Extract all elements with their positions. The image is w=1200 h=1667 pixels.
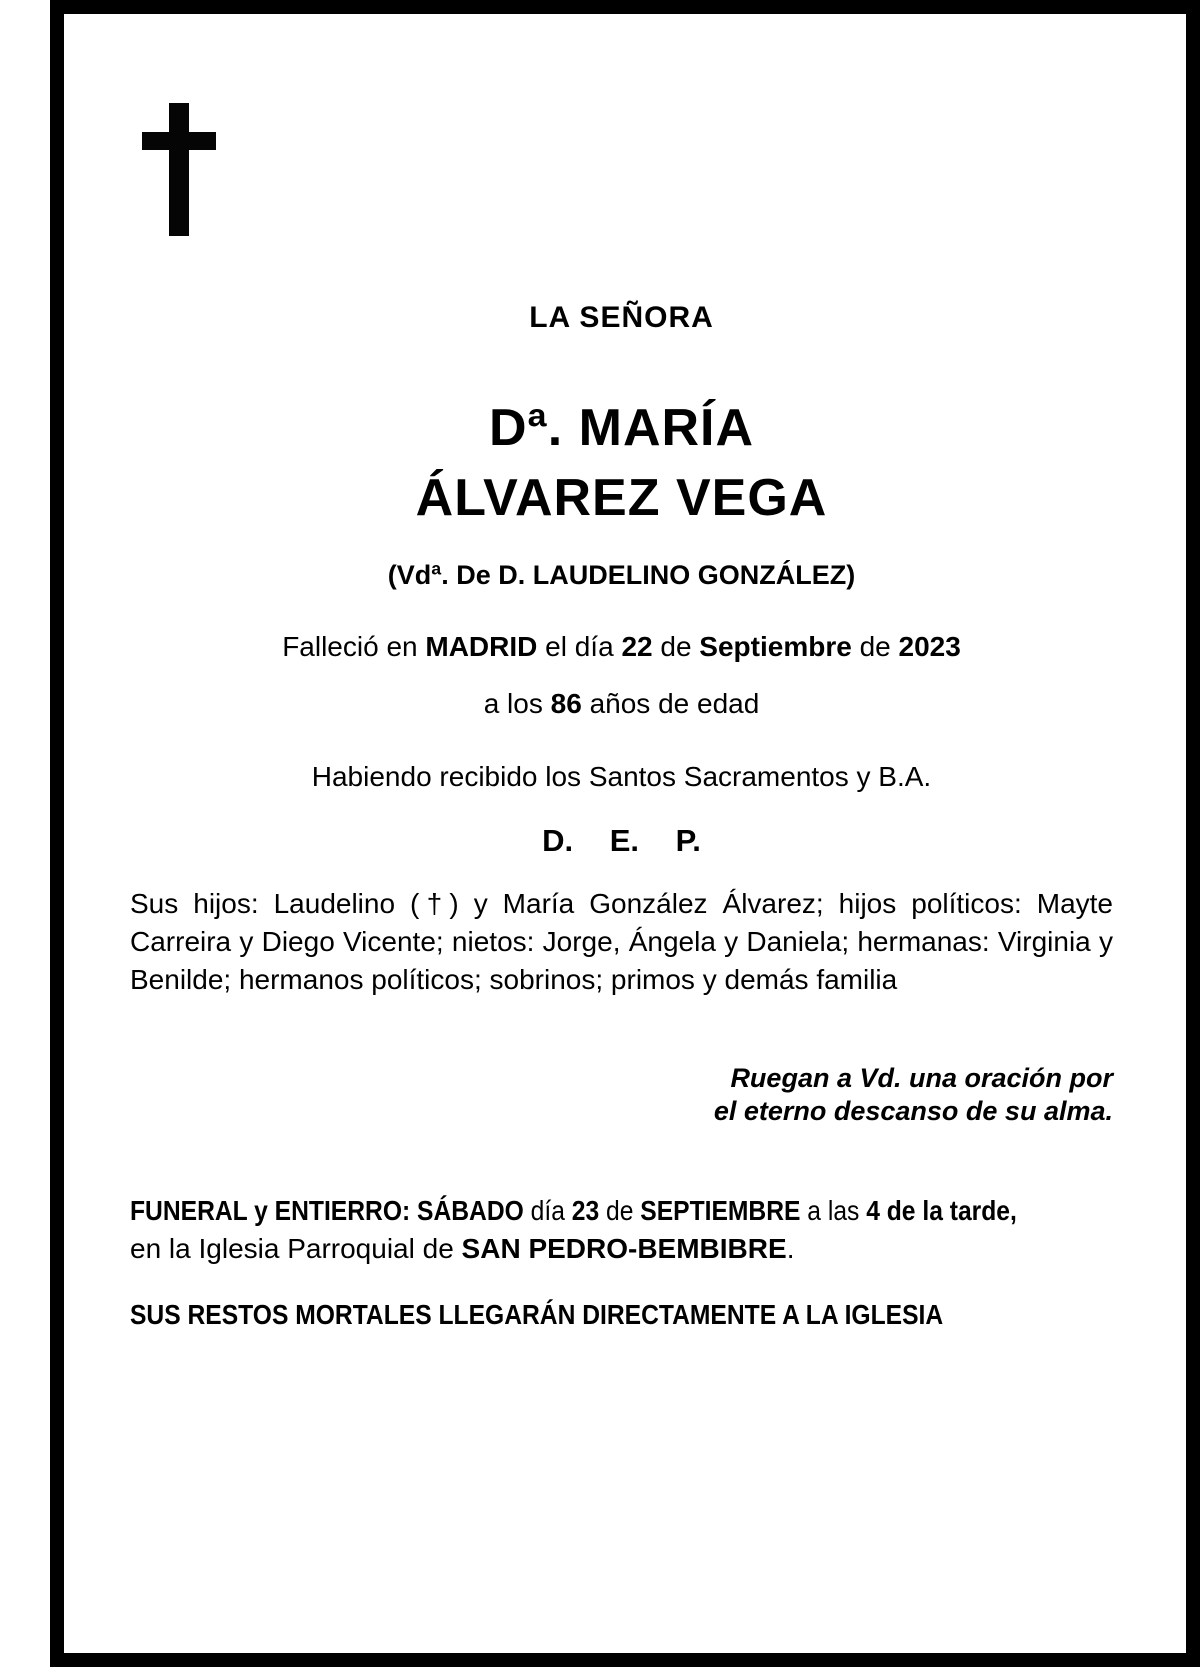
courtesy-title: LA SEÑORA	[529, 301, 714, 334]
deceased-name-line-2: ÁLVAREZ VEGA	[415, 469, 828, 527]
funeral-line-2	[130, 1230, 1113, 1268]
funeral-n2: de	[599, 1195, 641, 1226]
funeral-event: FUNERAL y ENTIERRO: SÁBADO	[130, 1195, 524, 1226]
funeral-day: 23	[571, 1195, 600, 1226]
funeral-n1: día	[523, 1195, 572, 1226]
death-day: 22	[621, 631, 653, 662]
prayer-text	[130, 1062, 1113, 1128]
funeral-month: SEPTIEMBRE	[640, 1195, 801, 1226]
death-mid3: de	[851, 631, 899, 662]
family-paragraph: Sus hijos: Laudelino (†) y María González Álvarez; hijos políticos: Mayte Carreira y Diego Vicente; nietos: Jorge, Ángela y Daniela; hermanas: Virginia y Benilde; hermanos políticos; sobrinos; primos y demás familia	[130, 888, 1113, 995]
death-line	[130, 630, 1113, 664]
age-pre: a los	[483, 688, 551, 719]
deceased-name-line-1: Dª. MARÍA	[488, 399, 755, 457]
death-mid2: de	[652, 631, 700, 662]
death-pre: Falleció en	[282, 631, 426, 662]
prayer-line-2: el eterno descanso de su alma.	[713, 1096, 1113, 1126]
age-value: 86	[550, 688, 582, 719]
death-month: Septiembre	[699, 631, 852, 662]
sacraments-line: Habiendo recibido los Santos Sacramentos y B.A.	[311, 761, 932, 792]
funeral-place-pre: en la Iglesia Parroquial de	[130, 1233, 462, 1264]
funeral-n3: a las	[800, 1195, 867, 1226]
funeral-time: 4 de la tarde,	[866, 1195, 1017, 1226]
death-city: MADRID	[425, 631, 538, 662]
prayer-line-1: Ruegan a Vd. una oración por	[730, 1063, 1113, 1093]
death-mid1: el día	[537, 631, 622, 662]
widow-subtitle: (Vdª. De D. LAUDELINO GONZÁLEZ)	[387, 560, 856, 590]
funeral-line-1	[130, 1192, 1017, 1230]
mortal-remains-line: SUS RESTOS MORTALES LLEGARÁN DIRECTAMENTE A LA IGLESIA	[130, 1299, 944, 1330]
dep-line: D. E. P.	[542, 823, 701, 858]
funeral-period: .	[786, 1233, 795, 1264]
death-year: 2023	[898, 631, 961, 662]
content-column	[130, 0, 1113, 1667]
age-post: años de edad	[581, 688, 760, 719]
funeral-church: SAN PEDRO-BEMBIBRE	[461, 1233, 787, 1264]
age-line	[130, 687, 1113, 721]
deceased-name	[130, 393, 1113, 533]
